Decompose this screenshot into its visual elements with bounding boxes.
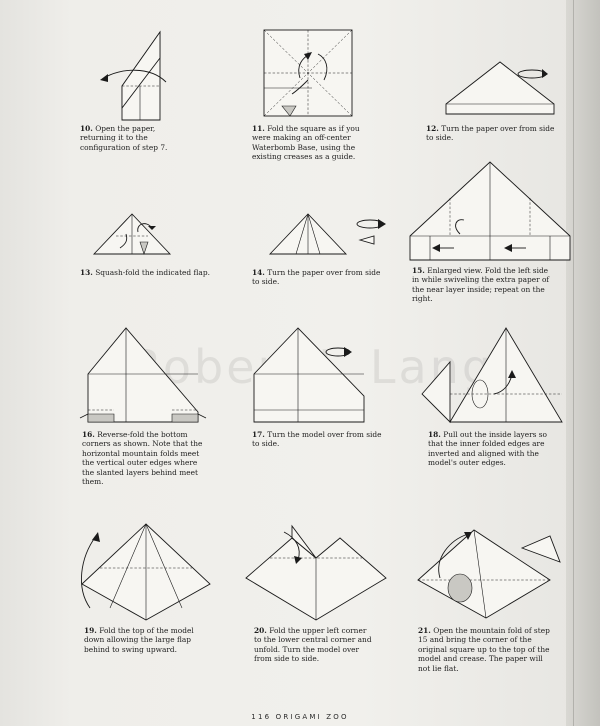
step-17-number: 17.: [252, 430, 265, 439]
step-12-number: 12.: [426, 124, 439, 133]
step-17: [252, 322, 422, 449]
step-11-diagram: [252, 18, 372, 124]
step-12-text: Turn the paper over from side to side.: [426, 124, 555, 143]
step-13-diagram: [80, 196, 250, 264]
step-15: [408, 156, 584, 304]
step-10: [80, 18, 250, 152]
step-21-text: Open the mountain fold of step 15 and bring the corner of the original square up to the top of the model and crease. The paper will not lie flat.: [418, 626, 550, 673]
step-11-number: 11.: [252, 124, 265, 133]
step-21-number: 21.: [418, 626, 431, 635]
watermark: Robert Lang: [130, 340, 495, 394]
step-20-number: 20.: [254, 626, 267, 635]
step-10-number: 10.: [80, 124, 93, 133]
step-19-number: 19.: [84, 626, 97, 635]
step-16-number: 16.: [82, 430, 95, 439]
step-20-text: Fold the upper left corner to the lower central corner and unfold. Turn the model over from side to side.: [254, 626, 372, 664]
step-18-diagram: [420, 322, 586, 428]
step-20: [236, 518, 406, 664]
step-13: [80, 196, 250, 277]
page-footer: 116 ORIGAMI ZOO: [251, 713, 349, 721]
step-21: [410, 518, 586, 673]
step-17-text: Turn the model over from side to side.: [252, 430, 382, 449]
step-14-number: 14.: [252, 268, 265, 277]
step-15-text: Enlarged view. Fold the left side in while swiveling the extra paper of the near layer inside; repeat on the right.: [412, 266, 550, 304]
step-17-diagram: [252, 322, 412, 428]
turn-over-arrow-icon: [357, 219, 386, 229]
turn-over-arrow-icon: [326, 347, 352, 357]
step-13-text: Squash-fold the indicated flap.: [95, 268, 210, 277]
step-20-diagram: [236, 518, 406, 622]
step-15-number: 15.: [412, 266, 425, 275]
step-11: [252, 18, 422, 162]
step-19: [70, 518, 240, 654]
step-19-text: Fold the top of the model down allowing the large flap behind to swing upward.: [84, 626, 194, 654]
step-14-diagram: [252, 196, 422, 264]
step-13-number: 13.: [80, 268, 93, 277]
turn-over-arrow-icon: [518, 69, 548, 78]
step-16-diagram: [74, 322, 252, 428]
step-10-text: Open the paper, returning it to the configuration of step 7.: [80, 124, 168, 152]
step-14-text: Turn the paper over from side to side.: [252, 268, 381, 287]
step-18-text: Pull out the inside layers so that the inner folded edges are inverted and aligned with the model's outer edges.: [428, 430, 547, 468]
step-12-diagram: [420, 18, 570, 124]
step-10-diagram: [80, 18, 240, 124]
step-11-text: Fold the square as if you were making an off-center Waterbomb Base, using the existing creases as a guide.: [252, 124, 360, 162]
step-19-diagram: [70, 518, 230, 622]
step-16: [74, 322, 252, 486]
push-arrow-icon: [360, 236, 374, 244]
step-21-diagram: [410, 518, 586, 622]
step-16-text: Reverse-fold the bottom corners as shown. Note that the horizontal mountain folds meet the vertical outer edges where the slanted layers behind meet them.: [82, 430, 203, 487]
step-15-diagram: [408, 156, 584, 264]
step-14: [252, 196, 422, 287]
step-18-number: 18.: [428, 430, 441, 439]
step-18: [420, 322, 586, 468]
step-12: [420, 18, 590, 143]
